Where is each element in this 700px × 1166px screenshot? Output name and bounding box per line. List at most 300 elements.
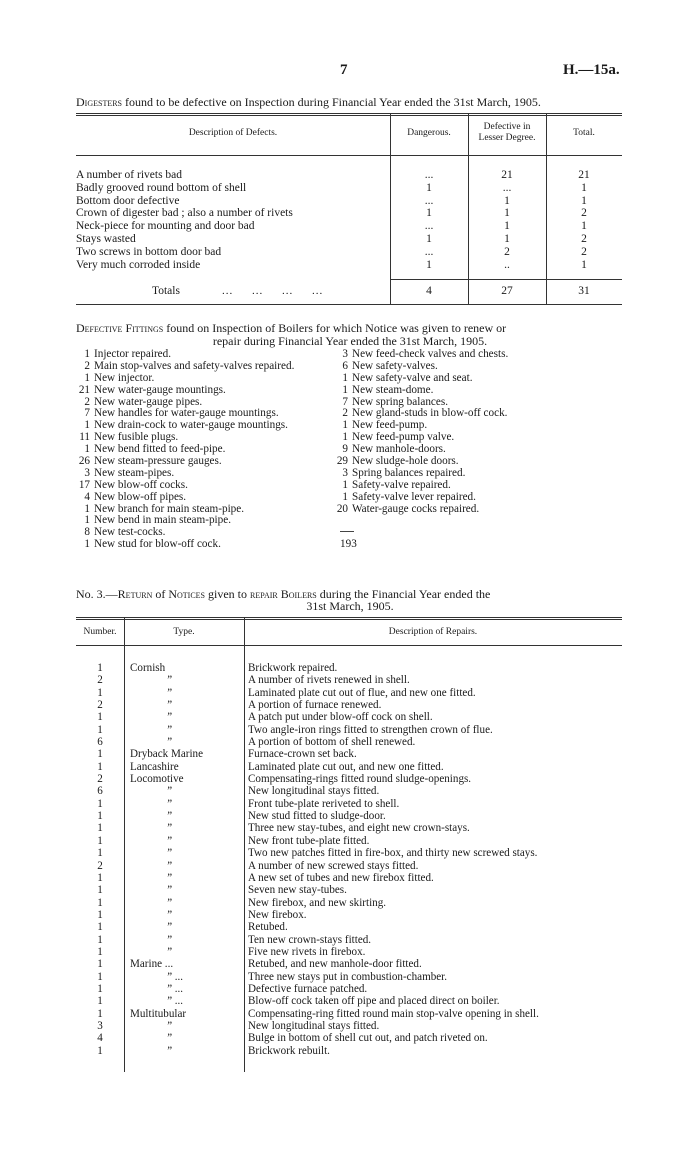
repair-type-text: ” (166, 896, 173, 909)
repair-type (124, 995, 244, 1007)
repair-number: 1 (97, 760, 103, 773)
fitting-count: 20 (336, 502, 348, 515)
fitting-text: New drain-cock to water-gauge mountings. (94, 419, 288, 432)
digesters-totals-rule (390, 279, 622, 280)
repair-type (124, 810, 244, 822)
repair-description: Defective furnace patched. (248, 982, 368, 995)
repair-type (124, 785, 244, 797)
list-item (72, 373, 294, 385)
fitting-text: New bend fitted to feed-pipe. (94, 443, 226, 456)
table-row (76, 909, 539, 921)
repair-type-text: Cornish (130, 662, 166, 674)
table-row (76, 958, 539, 970)
repair-type-text: ” (166, 674, 173, 687)
table-row (76, 761, 539, 773)
repair-type (124, 946, 244, 958)
fitting-count: 21 (78, 383, 90, 396)
fitting-text: New water-gauge mountings. (94, 383, 226, 396)
digesters-col-total: Total. (573, 128, 595, 138)
page-number: 7 (340, 62, 348, 78)
table-row (76, 872, 539, 884)
defect-total: 1 (581, 258, 587, 271)
repair-type-text: Marine ... (130, 958, 174, 971)
table-row (76, 995, 539, 1007)
digesters-header-rule (76, 155, 622, 156)
repair-type (124, 872, 244, 884)
fitting-count: 1 (342, 490, 348, 503)
list-item (330, 361, 508, 373)
defect-total: 1 (581, 220, 587, 233)
repair-number: 1 (97, 958, 103, 971)
fitting-text: New blow-off cocks. (94, 478, 188, 491)
repair-number: 1 (97, 834, 103, 847)
repair-number: 1 (97, 884, 103, 897)
fitting-text: Main stop-valves and safety-valves repaired. (94, 359, 295, 372)
repair-number: 1 (97, 1007, 103, 1020)
repair-type-text: ” (166, 884, 173, 897)
repair-type-text: ” ... (166, 970, 184, 983)
repair-number: 1 (97, 1044, 103, 1057)
fitting-text: Safety-valve lever repaired. (352, 490, 476, 503)
repair-type (124, 983, 244, 995)
list-item (330, 373, 508, 385)
repair-number: 1 (97, 822, 103, 835)
repair-type-text: ” (166, 736, 173, 749)
fitting-count: 1 (84, 514, 90, 527)
fitting-count: 1 (84, 502, 90, 515)
repair-type (124, 724, 244, 736)
fittings-list-left (72, 349, 294, 551)
fittings-title-line2: repair during Financial Year ended the 31st March, 1905. (212, 334, 488, 348)
repair-description: A patch put under blow-off cock on shell. (248, 711, 433, 724)
fitting-text: New feed-pump. (352, 419, 428, 432)
defect-lesser: 1 (504, 207, 510, 220)
defect-lesser: ... (502, 181, 512, 194)
repair-description: Compensating-ring fitted round main stop-valve opening in shell. (248, 1007, 539, 1020)
fitting-count: 1 (342, 419, 348, 432)
fitting-text: New feed-check valves and chests. (352, 348, 509, 360)
repair-type-text: ” (166, 810, 173, 823)
list-item (72, 468, 294, 480)
repairs-title-rest: during the Financial Year ended the (316, 587, 491, 601)
repair-description: Laminated plate cut out of flue, and new one fitted. (248, 686, 476, 699)
repair-description: Retubed, and new manhole-door fitted. (248, 958, 422, 971)
repair-number: 3 (97, 1019, 103, 1032)
repairs-header-rule (76, 645, 622, 646)
defect-description: Neck-piece for mounting and door bad (76, 220, 255, 233)
fitting-count: 9 (342, 443, 348, 456)
digesters-bottom-rule (76, 304, 622, 305)
totals-dangerous: 4 (426, 285, 432, 297)
defect-dangerous: 1 (426, 181, 432, 194)
repair-description: Blow-off cock taken off pipe and placed direct on boiler. (248, 995, 500, 1008)
table-row (76, 674, 539, 686)
digesters-col-dangerous: Dangerous. (407, 128, 451, 138)
repair-description: A number of rivets renewed in shell. (248, 674, 410, 687)
repair-type-text: ” (166, 1019, 173, 1032)
fitting-count: 3 (84, 466, 90, 479)
list-item (330, 480, 508, 492)
defect-description: Badly grooved round bottom of shell (76, 181, 247, 194)
digesters-totals-label (152, 285, 180, 297)
repair-number: 6 (97, 785, 103, 798)
repairs-col-type: Type. (173, 627, 195, 637)
repair-number: 1 (97, 945, 103, 958)
defect-total: 21 (578, 169, 590, 181)
fitting-text: New branch for main steam-pipe. (94, 502, 245, 515)
digesters-title-lead: Digesters (76, 95, 123, 109)
digesters-col-lesser: Defective in Lesser Degree. (478, 122, 536, 143)
repair-type (124, 897, 244, 909)
repair-description: Three new stay-tubes, and eight new crown-stays. (248, 822, 470, 835)
repair-number: 1 (97, 711, 103, 724)
digesters-table (76, 169, 622, 271)
repair-description: New stud fitted to sludge-door. (248, 810, 386, 823)
fitting-count: 4 (84, 490, 90, 503)
fittings-sum-rule (340, 531, 354, 532)
fitting-text: New gland-studs in blow-off cock. (352, 407, 508, 420)
repair-description: A portion of bottom of shell renewed. (248, 736, 416, 749)
repair-type (124, 1045, 244, 1057)
defect-description: Stays wasted (76, 232, 136, 245)
repair-description: New front tube-plate fitted. (248, 834, 370, 847)
repair-number: 1 (97, 970, 103, 983)
defect-description: Two screws in bottom door bad (76, 245, 222, 258)
repair-number: 1 (97, 748, 103, 761)
fitting-count: 1 (84, 371, 90, 384)
fitting-count: 8 (84, 526, 90, 539)
list-item (330, 492, 508, 504)
repair-description: New firebox. (248, 908, 307, 921)
table-row (76, 711, 539, 723)
repair-type (124, 822, 244, 834)
repair-type-text: ” (166, 711, 173, 724)
totals-leader-dots: ... ... ... ... (222, 285, 324, 297)
defect-dangerous: 1 (426, 207, 432, 220)
repair-type-text: ” (166, 847, 173, 860)
defect-dangerous: 1 (426, 232, 432, 245)
table-row (76, 687, 539, 699)
repair-number: 2 (97, 773, 103, 786)
fitting-count: 1 (342, 431, 348, 444)
repair-type (124, 971, 244, 983)
fitting-text: New sludge-hole doors. (352, 455, 459, 468)
fitting-count: 29 (336, 455, 348, 468)
table-row (76, 1045, 539, 1057)
fitting-text: New spring balances. (352, 395, 448, 408)
fitting-text: New handles for water-gauge mountings. (94, 407, 279, 420)
fitting-count: 1 (84, 538, 90, 551)
repair-type-text: ” (166, 921, 173, 934)
repair-description: Bulge in bottom of shell cut out, and patch riveted on. (248, 1032, 488, 1045)
defect-description: A number of rivets bad (76, 169, 183, 181)
table-row (76, 798, 539, 810)
digesters-title-rest: found to be defective on Inspection during Financial Year ended the 31st March, 1905. (122, 95, 541, 109)
fitting-count: 7 (342, 395, 348, 408)
repair-type (124, 761, 244, 773)
fitting-count: 1 (342, 371, 348, 384)
repair-type-text: ” (166, 686, 173, 699)
repair-type (124, 687, 244, 699)
defect-dangerous: ... (424, 169, 434, 181)
repair-description: New longitudinal stays fitted. (248, 1019, 380, 1032)
repair-type-text: ” (166, 834, 173, 847)
fitting-count: 6 (342, 359, 348, 372)
repair-type (124, 773, 244, 785)
fitting-count: 2 (84, 359, 90, 372)
repair-type-text: ” (166, 1032, 173, 1045)
table-row (76, 246, 622, 259)
repair-type (124, 847, 244, 859)
repair-type-text: ” (166, 908, 173, 921)
repair-type-text: Lancashire (130, 760, 179, 773)
repair-type (124, 860, 244, 872)
fittings-total: 193 (340, 538, 357, 550)
defect-lesser: .. (504, 258, 510, 271)
repair-type (124, 736, 244, 748)
fitting-count: 2 (342, 407, 348, 420)
repair-type-text: ” (166, 723, 173, 736)
repair-type-text: Locomotive (130, 773, 184, 786)
repair-type (124, 674, 244, 686)
table-row (76, 897, 539, 909)
list-item (72, 361, 294, 373)
defect-dangerous: ... (424, 245, 434, 258)
table-row (76, 971, 539, 983)
fitting-text: New steam-pipes. (94, 466, 175, 479)
repair-description: Five new rivets in firebox. (248, 945, 366, 958)
table-row (76, 934, 539, 946)
repair-number: 1 (97, 686, 103, 699)
fitting-text: New stud for blow-off cock. (94, 538, 221, 551)
repairs-title-given: given to (205, 587, 251, 601)
table-row (76, 835, 539, 847)
defect-total: 2 (581, 245, 587, 258)
fitting-count: 1 (342, 478, 348, 491)
fitting-count: 3 (342, 348, 348, 360)
repair-type (124, 884, 244, 896)
repair-type (124, 909, 244, 921)
repair-description: Brickwork rebuilt. (248, 1044, 330, 1057)
repairs-col-description: Description of Repairs. (388, 627, 478, 637)
repair-number: 1 (97, 896, 103, 909)
repair-type-text: Multitubular (130, 1007, 187, 1020)
table-row (76, 233, 622, 246)
repair-description: A new set of tubes and new firebox fitted. (248, 871, 434, 884)
repair-type-text: ” (166, 859, 173, 872)
repair-number: 2 (97, 699, 103, 712)
fitting-text: New blow-off pipes. (94, 490, 187, 503)
table-row (76, 736, 539, 748)
table-row (76, 1020, 539, 1032)
list-item (330, 385, 508, 397)
repair-number: 1 (97, 995, 103, 1008)
repair-type (124, 662, 244, 674)
repair-description: A portion of furnace renewed. (248, 699, 382, 712)
table-row (76, 983, 539, 995)
table-row (76, 785, 539, 797)
repair-type-text: ” (166, 699, 173, 712)
defect-dangerous: ... (424, 220, 434, 233)
defect-description: Very much corroded inside (76, 258, 201, 271)
repair-type-text: ” (166, 933, 173, 946)
repair-description: Brickwork repaired. (248, 662, 338, 674)
repair-type (124, 934, 244, 946)
repair-type (124, 748, 244, 760)
fitting-count: 7 (84, 407, 90, 420)
repair-number: 4 (97, 1032, 103, 1045)
table-row (76, 207, 622, 220)
fitting-count: 26 (78, 455, 90, 468)
fitting-text: New steam-pressure gauges. (94, 455, 222, 468)
repair-description: Front tube-plate reriveted to shell. (248, 797, 400, 810)
repair-type (124, 711, 244, 723)
table-row (76, 810, 539, 822)
repair-type-text: ” (166, 871, 173, 884)
repairs-col-number: Number. (83, 627, 117, 637)
document-reference: H.—15a. (563, 62, 620, 78)
digesters-title (76, 96, 541, 109)
table-row (76, 946, 539, 958)
digesters-col-description: Description of Defects. (188, 128, 278, 138)
defect-lesser: 21 (501, 169, 513, 181)
fitting-count: 2 (84, 395, 90, 408)
fitting-count: 1 (84, 443, 90, 456)
repairs-title-notices: Notices (168, 587, 206, 601)
repair-type (124, 1020, 244, 1032)
repairs-top-rule-2 (76, 619, 622, 620)
repair-description: Two angle-iron rings fitted to strengthen crown of flue. (248, 723, 493, 736)
repair-type (124, 835, 244, 847)
repair-type-text: ” ... (166, 995, 184, 1008)
fitting-text: New safety-valves. (352, 359, 438, 372)
repair-number: 1 (97, 933, 103, 946)
table-row (76, 220, 622, 233)
fitting-text: New fusible plugs. (94, 431, 179, 444)
list-item (72, 385, 294, 397)
table-row (76, 847, 539, 859)
repair-type-text: ” ... (166, 982, 184, 995)
defect-total: 2 (581, 207, 587, 220)
repairs-table (76, 662, 539, 1057)
table-row (76, 1032, 539, 1044)
fitting-count: 1 (342, 383, 348, 396)
fitting-count: 3 (342, 466, 348, 479)
repair-type (124, 921, 244, 933)
repair-number: 1 (97, 810, 103, 823)
table-row (76, 1008, 539, 1020)
defect-total: 2 (581, 232, 587, 245)
fitting-text: New manhole-doors. (352, 443, 446, 456)
digesters-top-rule-2 (76, 115, 622, 116)
repair-number: 1 (97, 921, 103, 934)
defect-total: 1 (581, 194, 587, 207)
defect-dangerous: ... (424, 194, 434, 207)
repair-type-text: ” (166, 797, 173, 810)
fitting-text: New feed-pump valve. (352, 431, 455, 444)
repair-description: Ten new crown-stays fitted. (248, 933, 372, 946)
list-item (72, 492, 294, 504)
table-row (76, 169, 622, 182)
fitting-text: Spring balances repaired. (352, 466, 466, 479)
repair-type-text: ” (166, 822, 173, 835)
fittings-list-right (330, 349, 508, 515)
repair-description: Two new patches fitted in fire-box, and thirty new screwed stays. (248, 847, 538, 860)
defect-total: 1 (581, 181, 587, 194)
repair-number: 6 (97, 736, 103, 749)
fitting-text: Injector repaired. (94, 348, 172, 360)
repair-type-text: Dryback Marine (130, 748, 204, 761)
repair-description: New firebox, and new skirting. (248, 896, 387, 909)
table-row (76, 699, 539, 711)
repair-description: Three new stays put in combustion-chamber. (248, 970, 448, 983)
fitting-text: New water-gauge pipes. (94, 395, 203, 408)
list-item (330, 468, 508, 480)
fitting-text: New test-cocks. (94, 526, 166, 539)
table-row (76, 822, 539, 834)
totals-total: 31 (578, 285, 590, 297)
defect-dangerous: 1 (426, 258, 432, 271)
repair-number: 1 (97, 847, 103, 860)
repair-type (124, 958, 244, 970)
repair-type-text: ” (166, 1044, 173, 1057)
fitting-text: New injector. (94, 371, 155, 384)
table-row (76, 884, 539, 896)
table-row (76, 182, 622, 195)
repair-description: Laminated plate cut out, and new one fitted. (248, 760, 444, 773)
table-row (76, 860, 539, 872)
repair-description: Compensating-rings fitted round sludge-openings. (248, 773, 472, 786)
fittings-title-line1: found on Inspection of Boilers for which Notice was given to renew or (163, 321, 507, 335)
fitting-count: 11 (79, 431, 90, 444)
repair-type (124, 1032, 244, 1044)
repair-number: 1 (97, 871, 103, 884)
fitting-count: 1 (84, 419, 90, 432)
repair-number: 2 (97, 674, 103, 687)
repair-description: New longitudinal stays fitted. (248, 785, 380, 798)
repair-type-text: ” (166, 945, 173, 958)
table-row (76, 724, 539, 736)
fitting-text: Water-gauge cocks repaired. (352, 502, 480, 515)
defect-lesser: 1 (504, 232, 510, 245)
repair-number: 1 (97, 662, 103, 674)
repairs-title-return: Return (117, 587, 153, 601)
repairs-title-of: of (152, 587, 169, 601)
repair-type (124, 1008, 244, 1020)
repairs-title-line2: 31st March, 1905. (306, 599, 394, 613)
fitting-count: 17 (78, 478, 90, 491)
repair-type (124, 798, 244, 810)
defect-description: Bottom door defective (76, 194, 180, 207)
repair-description: Retubed. (248, 921, 288, 934)
repair-number: 1 (97, 723, 103, 736)
repair-number: 1 (97, 797, 103, 810)
repair-type (124, 699, 244, 711)
defect-lesser: 1 (504, 220, 510, 233)
repair-number: 1 (97, 908, 103, 921)
repair-description: Seven new stay-tubes. (248, 884, 347, 897)
fitting-text: New safety-valve and seat. (352, 371, 473, 384)
table-row (76, 662, 539, 674)
repair-number: 1 (97, 982, 103, 995)
fitting-text: New steam-dome. (352, 383, 434, 396)
repairs-title-pre: No. 3.— (76, 587, 118, 601)
list-item (72, 539, 294, 551)
fitting-text: New bend in main steam-pipe. (94, 514, 232, 527)
repair-description: Furnace-crown set back. (248, 748, 357, 761)
list-item (330, 504, 508, 516)
repair-number: 2 (97, 859, 103, 872)
